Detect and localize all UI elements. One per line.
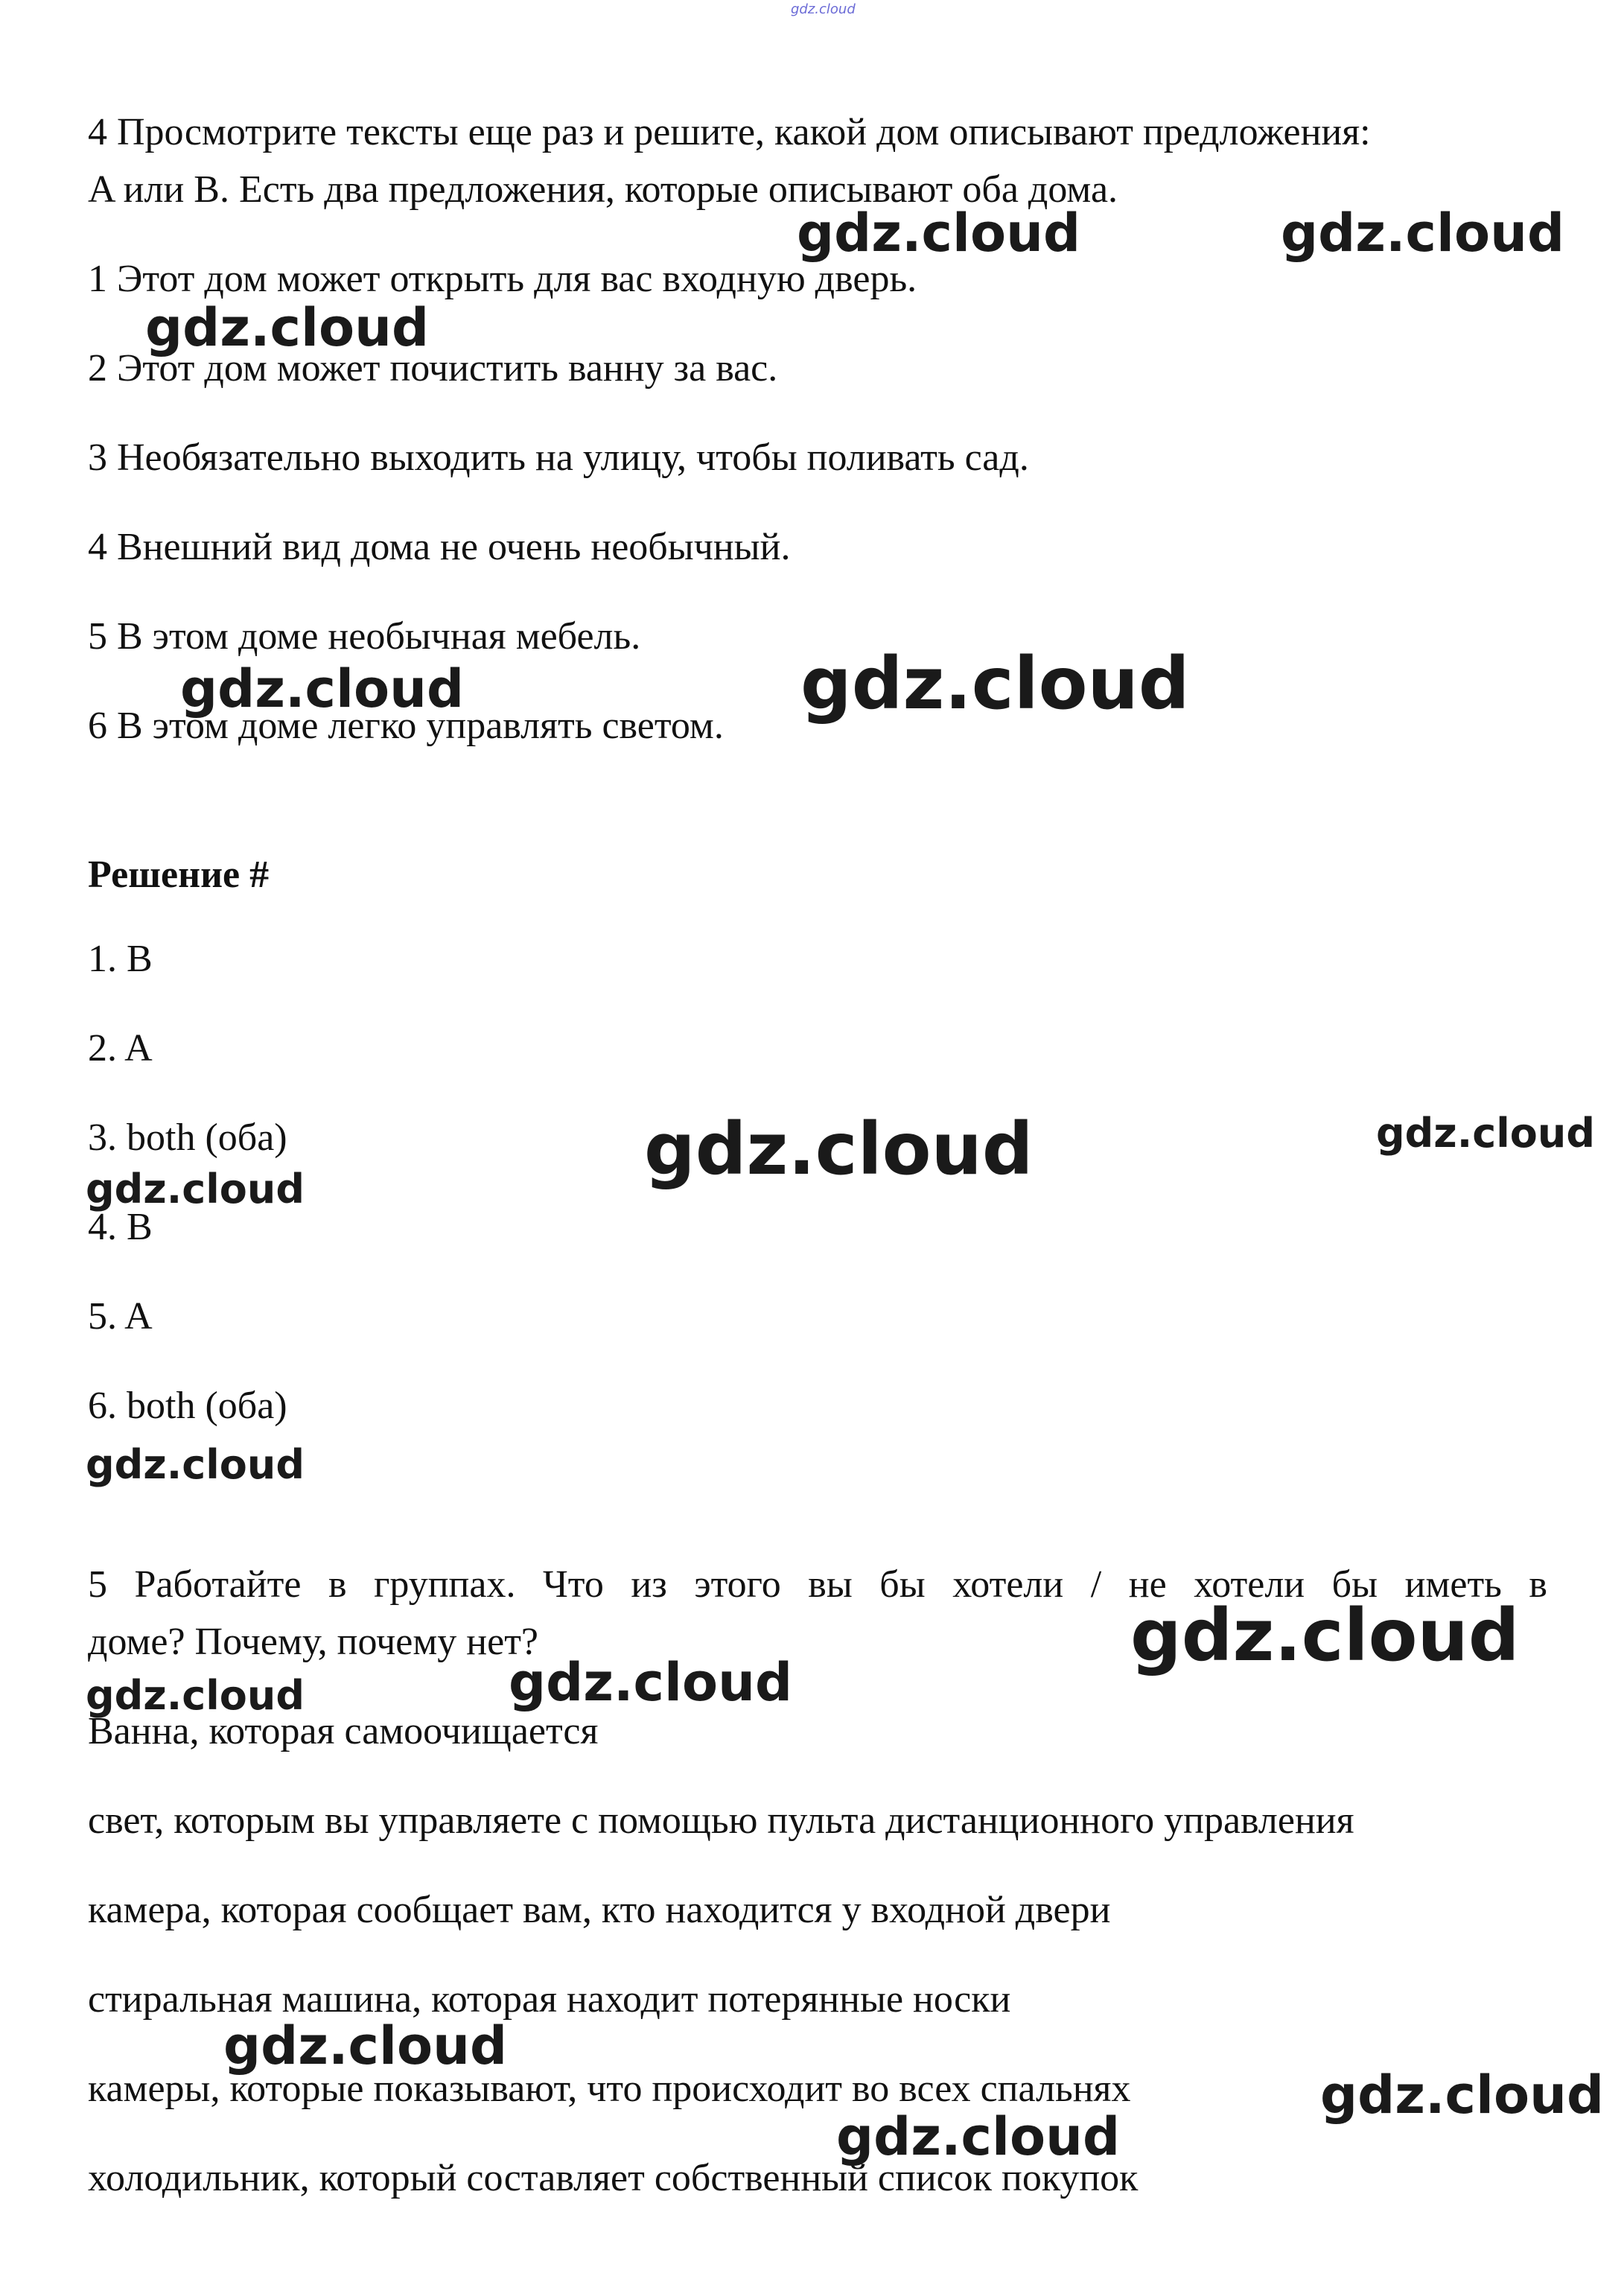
task5-intro-line2: доме? Почему, почему нет? [88,1621,539,1663]
solution-answer-5: 5. A [88,1295,153,1338]
solution-heading: Решение # [88,854,270,896]
watermark-2: gdz.cloud [1281,203,1565,264]
task5-item-4: стиральная машина, которая находит потерянные носки [88,1978,1011,2021]
watermark-12: gdz.cloud [86,1672,305,1719]
solution-answer-4: 4. B [88,1206,153,1248]
watermark-10: gdz.cloud [1130,1594,1520,1677]
task5-item-3: камера, которая сообщает вам, кто находится у входной двери [88,1889,1111,1931]
solution-answer-1: 1. B [88,938,153,980]
task4-intro-line2: A или B. Есть два предложения, которые описывают оба дома. [88,168,1118,211]
task4-item-6: 6 В этом доме легко управлять светом. [88,705,724,747]
watermark-6: gdz.cloud [644,1107,1034,1191]
task5-intro-line1: 5 Работайте в группах. Что из этого вы бы хотели / не хотели бы иметь в [88,1563,1547,1606]
task5-item-1: Ванна, которая самоочищается [88,1710,599,1752]
solution-answer-2: 2. A [88,1027,153,1070]
task5-item-5: камеры, которые показывают, что происходит во всех спальнях [88,2068,1131,2110]
watermark-13: gdz.cloud [223,2015,508,2076]
watermark-15: gdz.cloud [836,2106,1121,2167]
watermark-1: gdz.cloud [797,203,1081,264]
watermark-7: gdz.cloud [1376,1110,1595,1157]
watermark-14: gdz.cloud [1320,2065,1605,2126]
task5-item-2: свет, которым вы управляете с помощью пульта дистанционного управления [88,1799,1354,1842]
watermark-9: gdz.cloud [86,1441,305,1488]
solution-answer-6: 6. both (оба) [88,1385,287,1427]
task4-item-4: 4 Внешний вид дома не очень необычный. [88,526,791,568]
task4-intro-line1: 4 Просмотрите тексты еще раз и решите, какой дом описывают предложения: [88,111,1371,153]
task5-item-6: холодильник, который составляет собственный список покупок [88,2157,1139,2199]
top-watermark: gdz.cloud [791,1,856,17]
watermark-4: gdz.cloud [180,658,465,719]
task4-item-5: 5 В этом доме необычная мебель. [88,615,641,658]
solution-answer-3: 3. both (оба) [88,1116,287,1159]
watermark-8: gdz.cloud [86,1166,305,1212]
watermark-5: gdz.cloud [800,642,1190,725]
watermark-3: gdz.cloud [145,297,430,358]
watermark-11: gdz.cloud [509,1652,793,1713]
task4-item-1: 1 Этот дом может открыть для вас входную дверь. [88,258,917,300]
task4-item-2: 2 Этот дом может почистить ванну за вас. [88,347,778,390]
task4-item-3: 3 Необязательно выходить на улицу, чтобы поливать сад. [88,436,1029,479]
